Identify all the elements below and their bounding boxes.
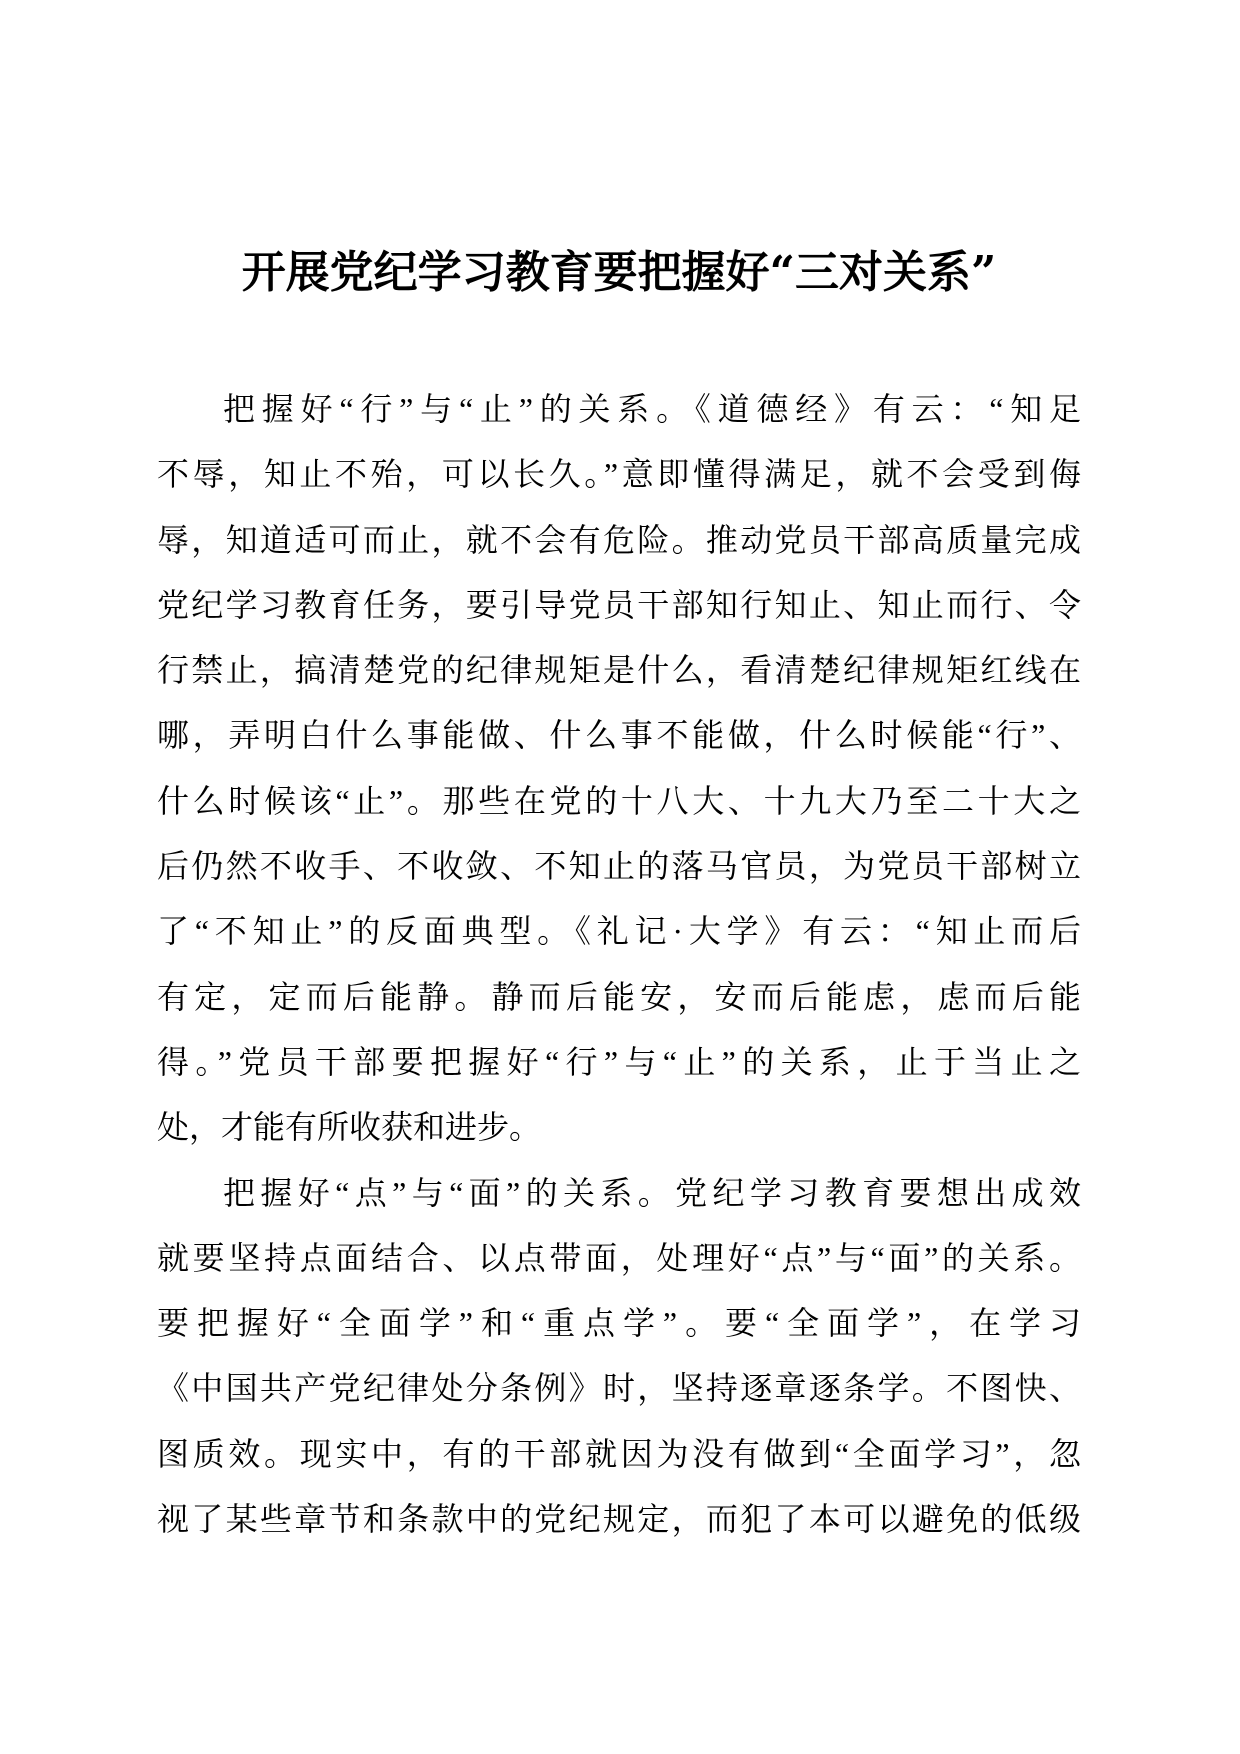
- document-body: [157, 377, 1081, 1552]
- paragraph-1: [157, 377, 1081, 1161]
- paragraph-1-line-4: 党纪学习教育任务，要引导党员干部知行知止、知止而行、令: [157, 586, 1081, 623]
- paragraph-2-line-6: 视了某些章节和条款中的党纪规定，而犯了本可以避免的低级: [157, 1501, 1081, 1538]
- paragraph-2-line-4: 《中国共产党纪律处分条例》时，坚持逐章逐条学。不图快、: [157, 1370, 1081, 1407]
- paragraph-1-line-9: 了“不知止”的反面典型。《礼记·大学》有云：“知止而后: [157, 913, 1081, 950]
- paragraph-2: [157, 1161, 1081, 1553]
- paragraph-1-line-5: 行禁止，搞清楚党的纪律规矩是什么，看清楚纪律规矩红线在: [157, 652, 1081, 689]
- paragraph-1-line-7: 什么时候该“止”。那些在党的十八大、十九大乃至二十大之: [157, 782, 1081, 819]
- paragraph-1-line-2: 不辱，知止不殆，可以长久。”意即懂得满足，就不会受到侮: [157, 456, 1081, 493]
- paragraph-2-line-1: 把握好“点”与“面”的关系。党纪学习教育要想出成效: [223, 1174, 1081, 1211]
- paragraph-1-line-1: 把握好“行”与“止”的关系。《道德经》有云：“知足: [223, 391, 1081, 427]
- paragraph-1-line-3: 辱，知道适可而止，就不会有危险。推动党员干部高质量完成: [157, 521, 1081, 558]
- paragraph-2-line-5: 图质效。现实中，有的干部就因为没有做到“全面学习”，忽: [157, 1435, 1081, 1472]
- paragraph-1-line-10: 有定，定而后能静。静而后能安，安而后能虑，虑而后能: [157, 978, 1081, 1015]
- paragraph-1-line-11: 得。”党员干部要把握好“行”与“止”的关系，止于当止之: [157, 1043, 1081, 1080]
- paragraph-1-line-6: 哪，弄明白什么事能做、什么事不能做，什么时候能“行”、: [157, 717, 1081, 754]
- document-title: 开展党纪学习教育要把握好“三对关系”: [241, 247, 997, 298]
- paragraph-1-line-12: 处，才能有所收获和进步。: [157, 1109, 542, 1146]
- paragraph-1-line-8: 后仍然不收手、不收敛、不知止的落马官员，为党员干部树立: [157, 848, 1081, 885]
- paragraph-2-line-3: 要把握好“全面学”和“重点学”。要“全面学”，在学习: [157, 1305, 1081, 1342]
- paragraph-2-line-2: 就要坚持点面结合、以点带面，处理好“点”与“面”的关系。: [157, 1239, 1081, 1276]
